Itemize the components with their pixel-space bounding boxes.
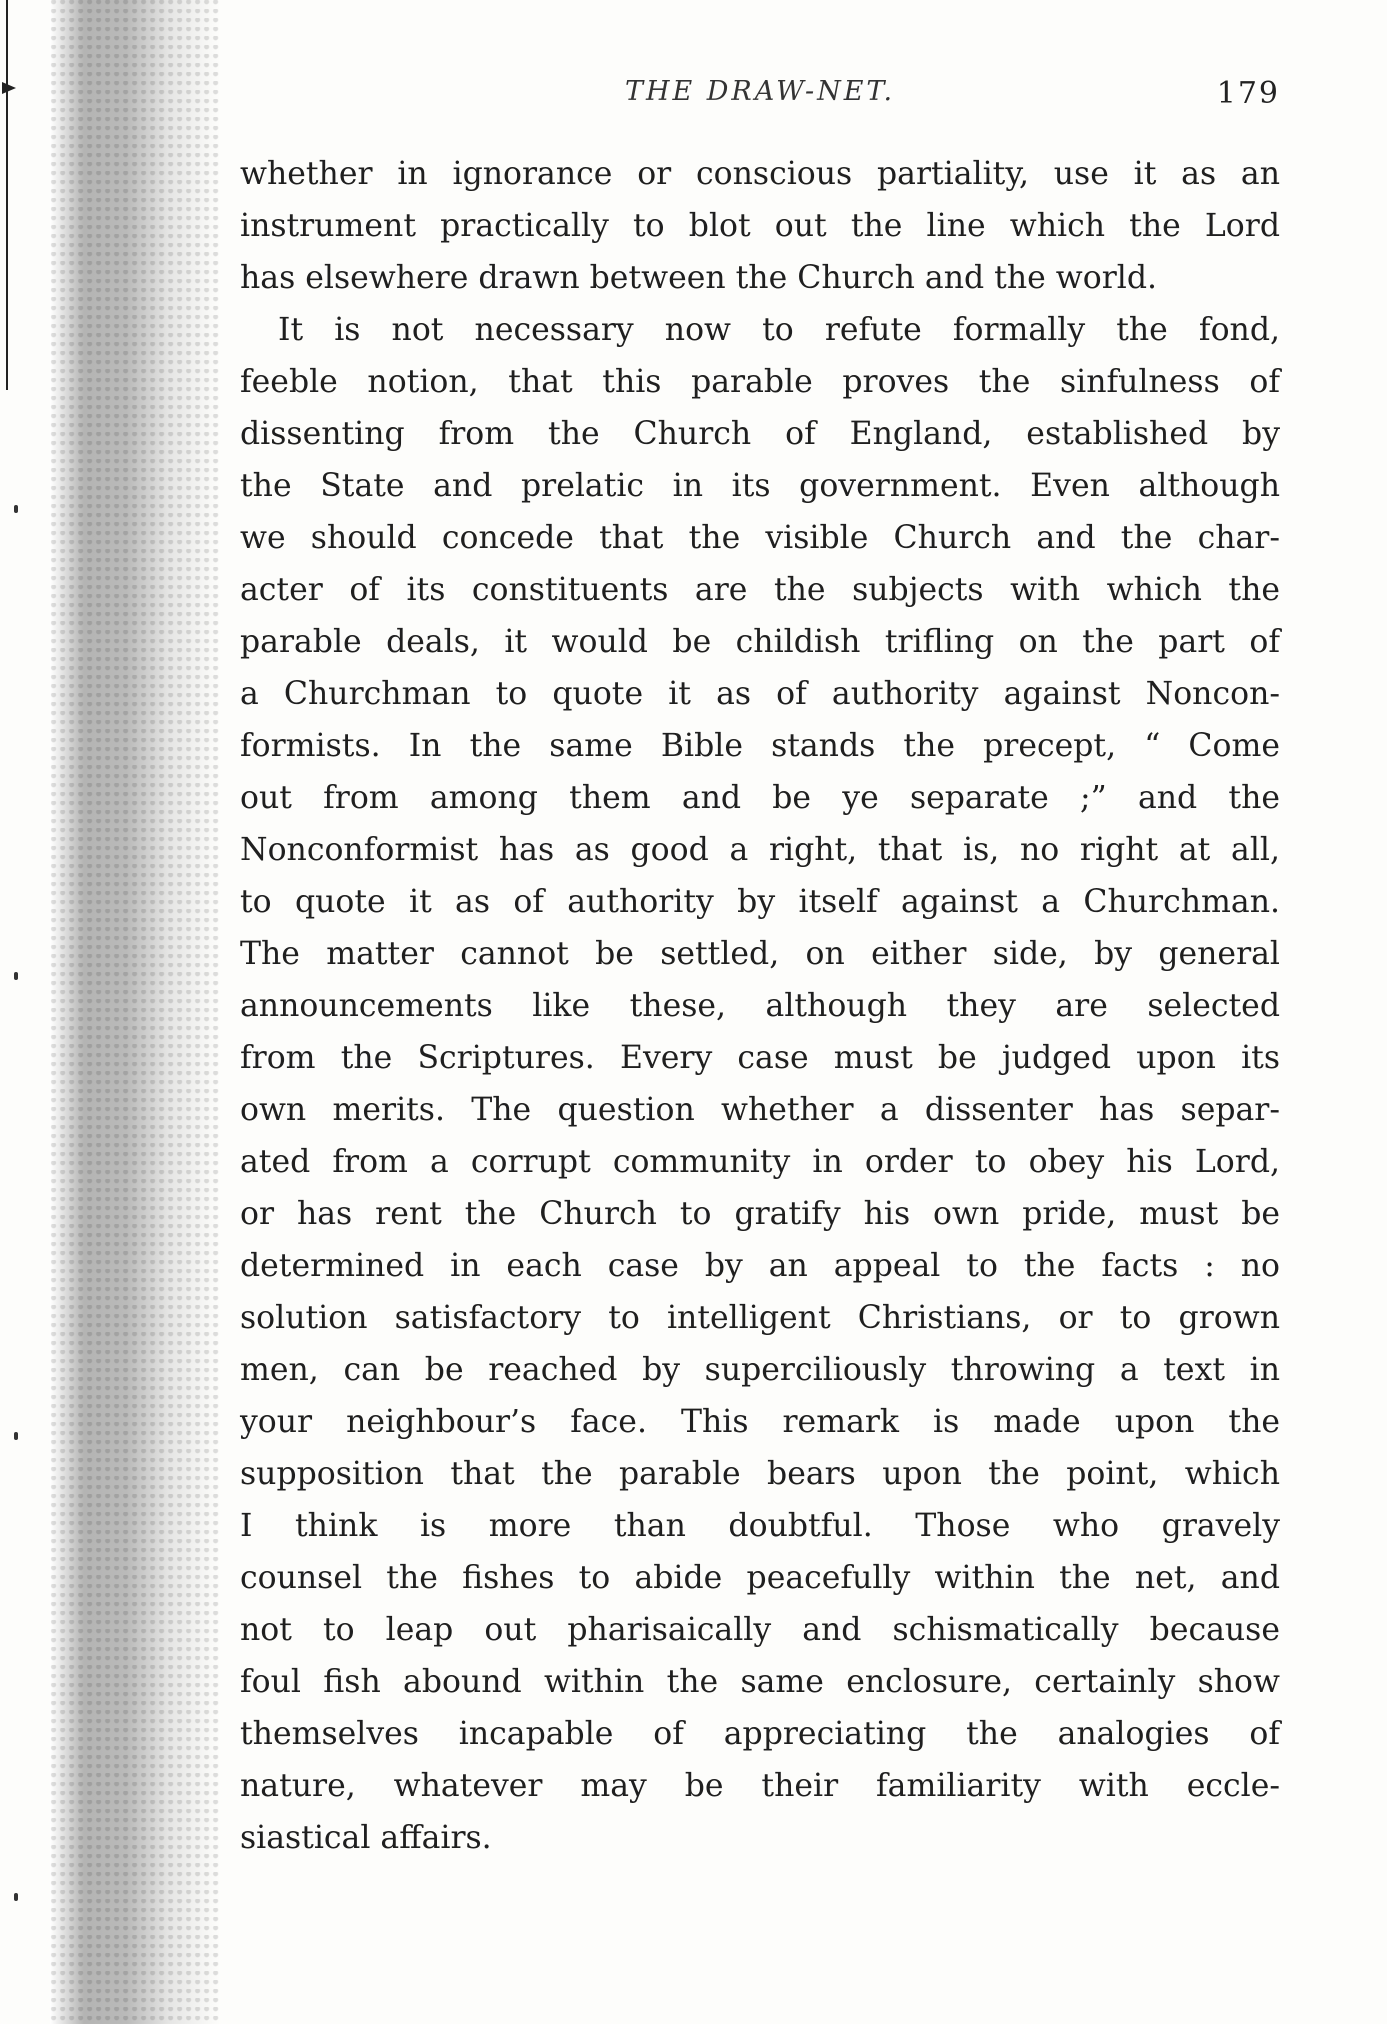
text-line: ated from a corrupt community in order to obey his Lord, [240,1144,1280,1180]
edge-speck [14,1432,18,1440]
text-line: we should concede that the visible Church and the char- [240,520,1280,556]
text-line: men, can be reached by superciliously throwing a text in [240,1352,1280,1388]
text-line: formists. In the same Bible stands the precept, “ Come [240,728,1280,764]
text-line: from the Scriptures. Every case must be judged upon its [240,1040,1280,1076]
edge-speck [14,972,18,980]
text-line: not to leap out pharisaically and schismatically because [240,1612,1280,1648]
text-line: has elsewhere drawn between the Church and the world. [240,260,1158,296]
paragraph-first-line: It is not necessary now to refute formally the fond, [278,312,1280,348]
text-line: out from among them and be ye separate ;” and the [240,780,1280,816]
page-edge-marker-icon [2,82,16,94]
text-line: I think is more than doubtful. Those who gravely [240,1508,1280,1544]
running-head [240,76,1280,116]
text-line: solution satisfactory to intelligent Christians, or to grown [240,1300,1280,1336]
text-line: counsel the fishes to abide peacefully within the net, and [240,1560,1280,1596]
text-line: siastical affairs. [240,1820,492,1856]
text-line: The matter cannot be settled, on either side, by general [240,936,1280,972]
text-line: the State and prelatic in its government. Even although [240,468,1280,504]
edge-speck [14,1893,18,1901]
text-line: foul fish abound within the same enclosure, certainly show [240,1664,1280,1700]
text-line: your neighbour’s face. This remark is made upon the [240,1404,1280,1440]
text-line: determined in each case by an appeal to the facts : no [240,1248,1280,1284]
text-line: feeble notion, that this parable proves the sinfulness of [240,364,1280,400]
text-line: Nonconformist has as good a right, that is, no right at all, [240,832,1280,868]
text-line: to quote it as of authority by itself against a Churchman. [240,884,1280,920]
body-text [240,148,1280,1864]
text-line: whether in ignorance or conscious partiality, use it as an [240,156,1280,192]
edge-speck [14,505,18,513]
running-title: THE DRAW-NET. [624,76,896,107]
text-line: supposition that the parable bears upon the point, which [240,1456,1280,1492]
text-line: acter of its constituents are the subjects with which the [240,572,1280,608]
text-line: or has rent the Church to gratify his own pride, must be [240,1196,1280,1232]
text-line: dissenting from the Church of England, established by [240,416,1280,452]
binding-gutter-shadow [50,0,220,2024]
page-edge-line [6,0,8,390]
text-line: nature, whatever may be their familiarity with eccle- [240,1768,1280,1804]
text-line: own merits. The question whether a dissenter has separ- [240,1092,1280,1128]
text-line: instrument practically to blot out the line which the Lord [240,208,1280,244]
text-line: a Churchman to quote it as of authority against Noncon- [240,676,1280,712]
text-line: themselves incapable of appreciating the analogies of [240,1716,1280,1752]
page-number: 179 [1216,76,1280,111]
text-line: announcements like these, although they are selected [240,988,1280,1024]
text-line: parable deals, it would be childish trifling on the part of [240,624,1280,660]
